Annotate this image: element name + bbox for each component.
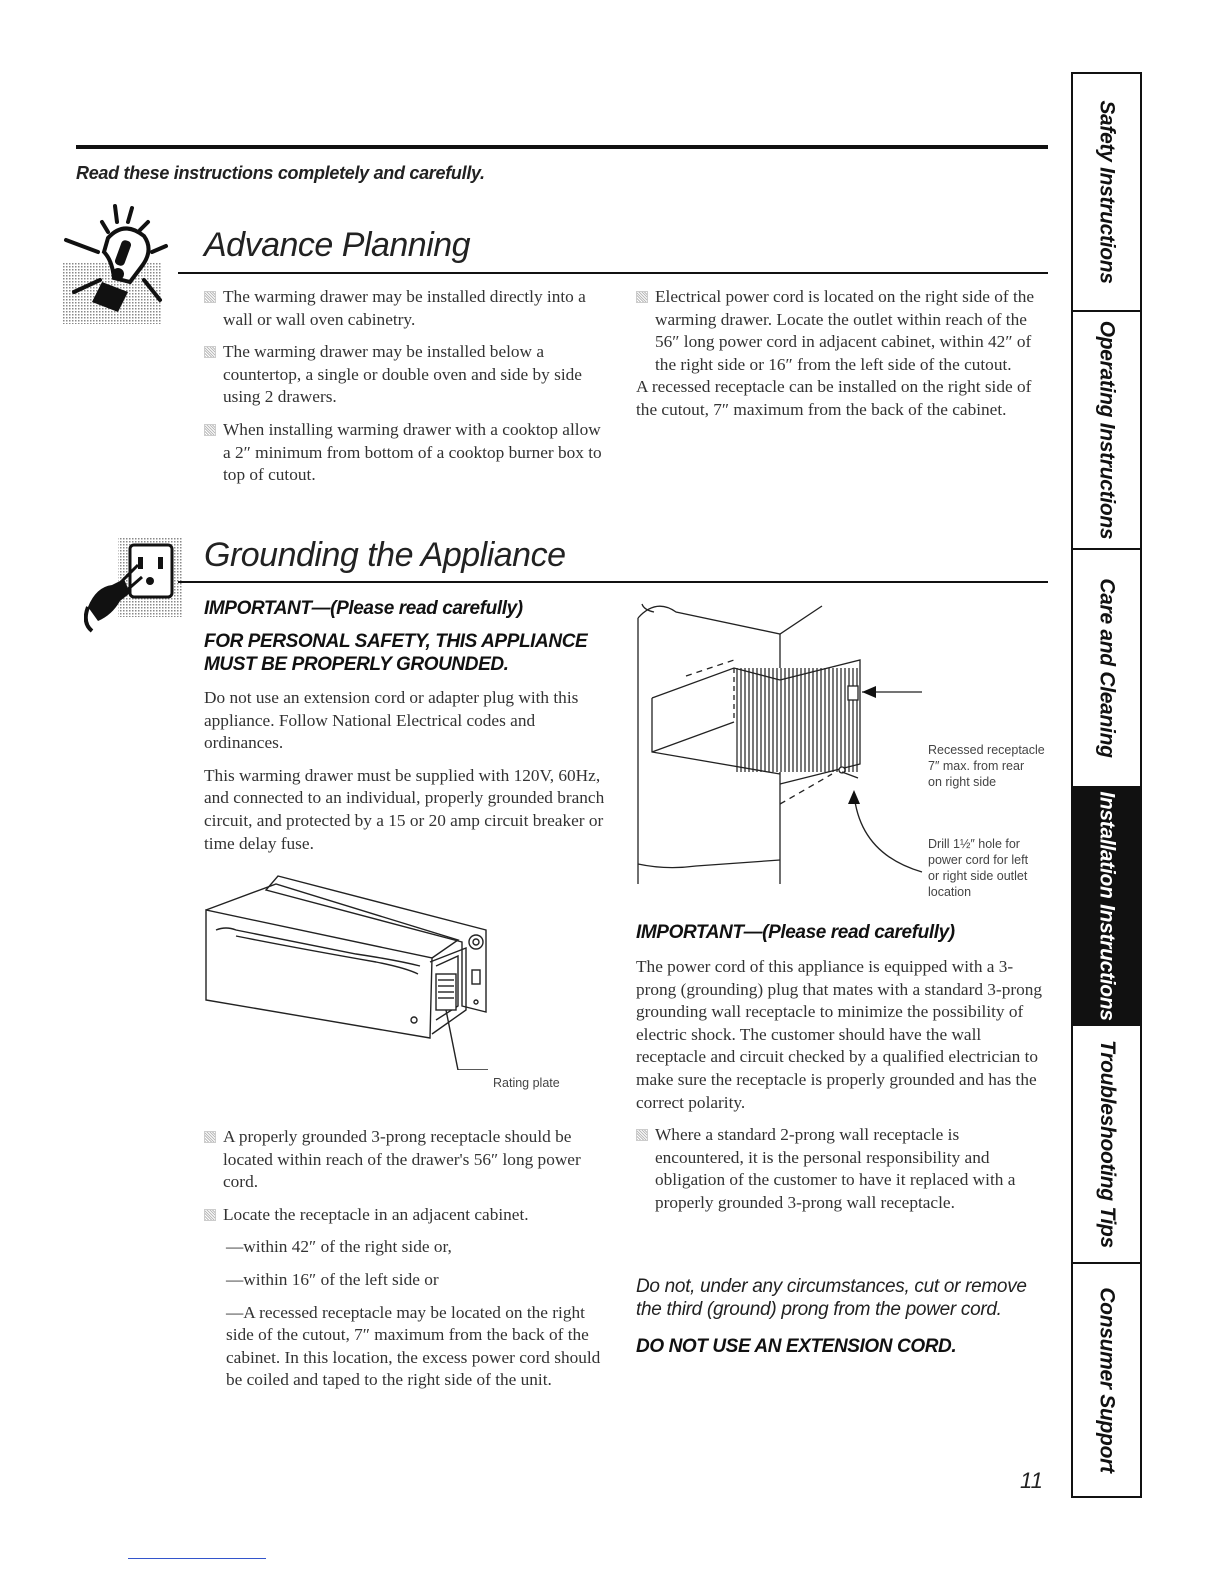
list-item: Electrical power cord is located on the right side of the warming drawer. Locate the outlet within reach of the 56″ long power cord in adjacent cabinet, within 42″ of the right side or 16″ from the left side of the cutout. [636,286,1046,376]
warming-drawer-diagram [196,870,506,1070]
footer-link-line [128,1558,266,1559]
bullet-square-icon [204,1209,216,1221]
recessed-paragraph: A recessed receptacle can be installed on the right side of the cutout, 7″ maximum from the back of the cabinet. [636,377,1032,419]
top-rule [76,145,1048,149]
safety-heading-line2: MUST BE PROPERLY GROUNDED. [204,654,509,675]
cabinet-receptacle-diagram [636,594,936,884]
power-cord-paragraph: The power cord of this appliance is equipped with a 3-prong (grounding) plug that mates with a standard 3-prong grounding wall receptacle to minimize the possibility of electric shock. The customer should have the wall receptacle and circuit checked by a qualified electrician to make sure the receptacle is properly grounded and has the correct polarity. [636,957,1043,1112]
rating-plate-label: Rating plate [493,1076,560,1090]
bullet-square-icon [204,424,216,436]
advance-planning-title: Advance Planning [204,226,471,264]
section-tabs [1071,72,1142,1498]
recessed-receptacle-label: Recessed receptacle 7″ max. from rear on right side [928,743,1045,789]
list-item: Locate the receptacle in an adjacent cabinet. [204,1204,608,1227]
dash-item: —within 42″ of the right side or, [226,1237,452,1257]
grounding-left-paras [204,687,608,865]
dash-item: —within 16″ of the left side or [226,1269,439,1289]
advance-right-column [636,286,1046,432]
grounding-right-text [636,956,1048,1225]
grounding-left-bullets [204,1126,608,1402]
bullet-square-icon [204,291,216,303]
extension-paragraph: Do not use an extension cord or adapter plug with this appliance. Follow National Electrical codes and ordinances. [204,688,579,753]
warning-lightbulb-icon [60,200,200,330]
drill-hole-label: Drill 1½″ hole for power cord for left or right side outlet location [928,837,1029,899]
safety-heading-line1: FOR PERSONAL SAFETY, THIS APPLIANCE [204,631,588,652]
grounding-title: Grounding the Appliance [204,536,566,574]
list-item: The warming drawer may be installed below a countertop, a single or double oven and side by side using 2 drawers. [204,341,604,409]
bullet-square-icon [636,291,648,303]
tab-consumer-support[interactable]: Consumer Support [1095,1287,1119,1473]
tab-care-and-cleaning[interactable]: Care and Cleaning [1073,550,1140,788]
advance-rule [178,272,1048,274]
ground-prong-warning: Do not, under any circumstances, cut or remove the third (ground) prong from the power cord. [636,1276,1027,1320]
list-item: Where a standard 2-prong wall receptacle is encountered, it is the personal responsibility and obligation of the customer to have it replaced with a properly grounded 3-prong wall receptacle. [636,1124,1048,1214]
important-heading: IMPORTANT—(Please read carefully) [204,598,523,619]
important-heading-2: IMPORTANT—(Please read carefully) [636,922,955,943]
bullet-square-icon [204,346,216,358]
dash-item: —A recessed receptacle may be located on the right side of the cutout, 7″ maximum from the back of the cabinet. In this location, the excess power cord should be coiled and taped to the right side of the unit. [226,1302,601,1390]
list-item: When installing warming drawer with a cooktop allow a 2″ minimum from bottom of a cooktop burner box to top of cutout. [204,419,604,487]
page-number: 11 [1020,1468,1043,1493]
no-extension-cord-warning: DO NOT USE AN EXTENSION CORD. [636,1336,957,1357]
advance-left-column [204,286,604,497]
tab-safety-instructions[interactable]: Safety Instructions [1073,74,1140,312]
intro-text: Read these instructions completely and carefully. [76,163,485,183]
tab-troubleshooting-tips[interactable]: Troubleshooting Tips [1073,1026,1140,1264]
supply-paragraph: This warming drawer must be supplied with 120V, 60Hz, and connected to an individual, properly grounded branch circuit, and protected by a 15 or 20 amp circuit breaker or time delay fuse. [204,765,605,853]
bullet-square-icon [204,1131,216,1143]
list-item: The warming drawer may be installed directly into a wall or wall oven cabinetry. [204,286,604,331]
tab-installation-instructions[interactable]: Installation Instructions [1073,788,1140,1026]
grounding-rule [178,581,1048,583]
bullet-square-icon [636,1129,648,1141]
list-item: A properly grounded 3-prong receptacle should be located within reach of the drawer's 56″ long power cord. [204,1126,608,1194]
tab-operating-instructions[interactable]: Operating Instructions [1073,312,1140,550]
grounded-plug-outlet-icon [84,535,184,635]
